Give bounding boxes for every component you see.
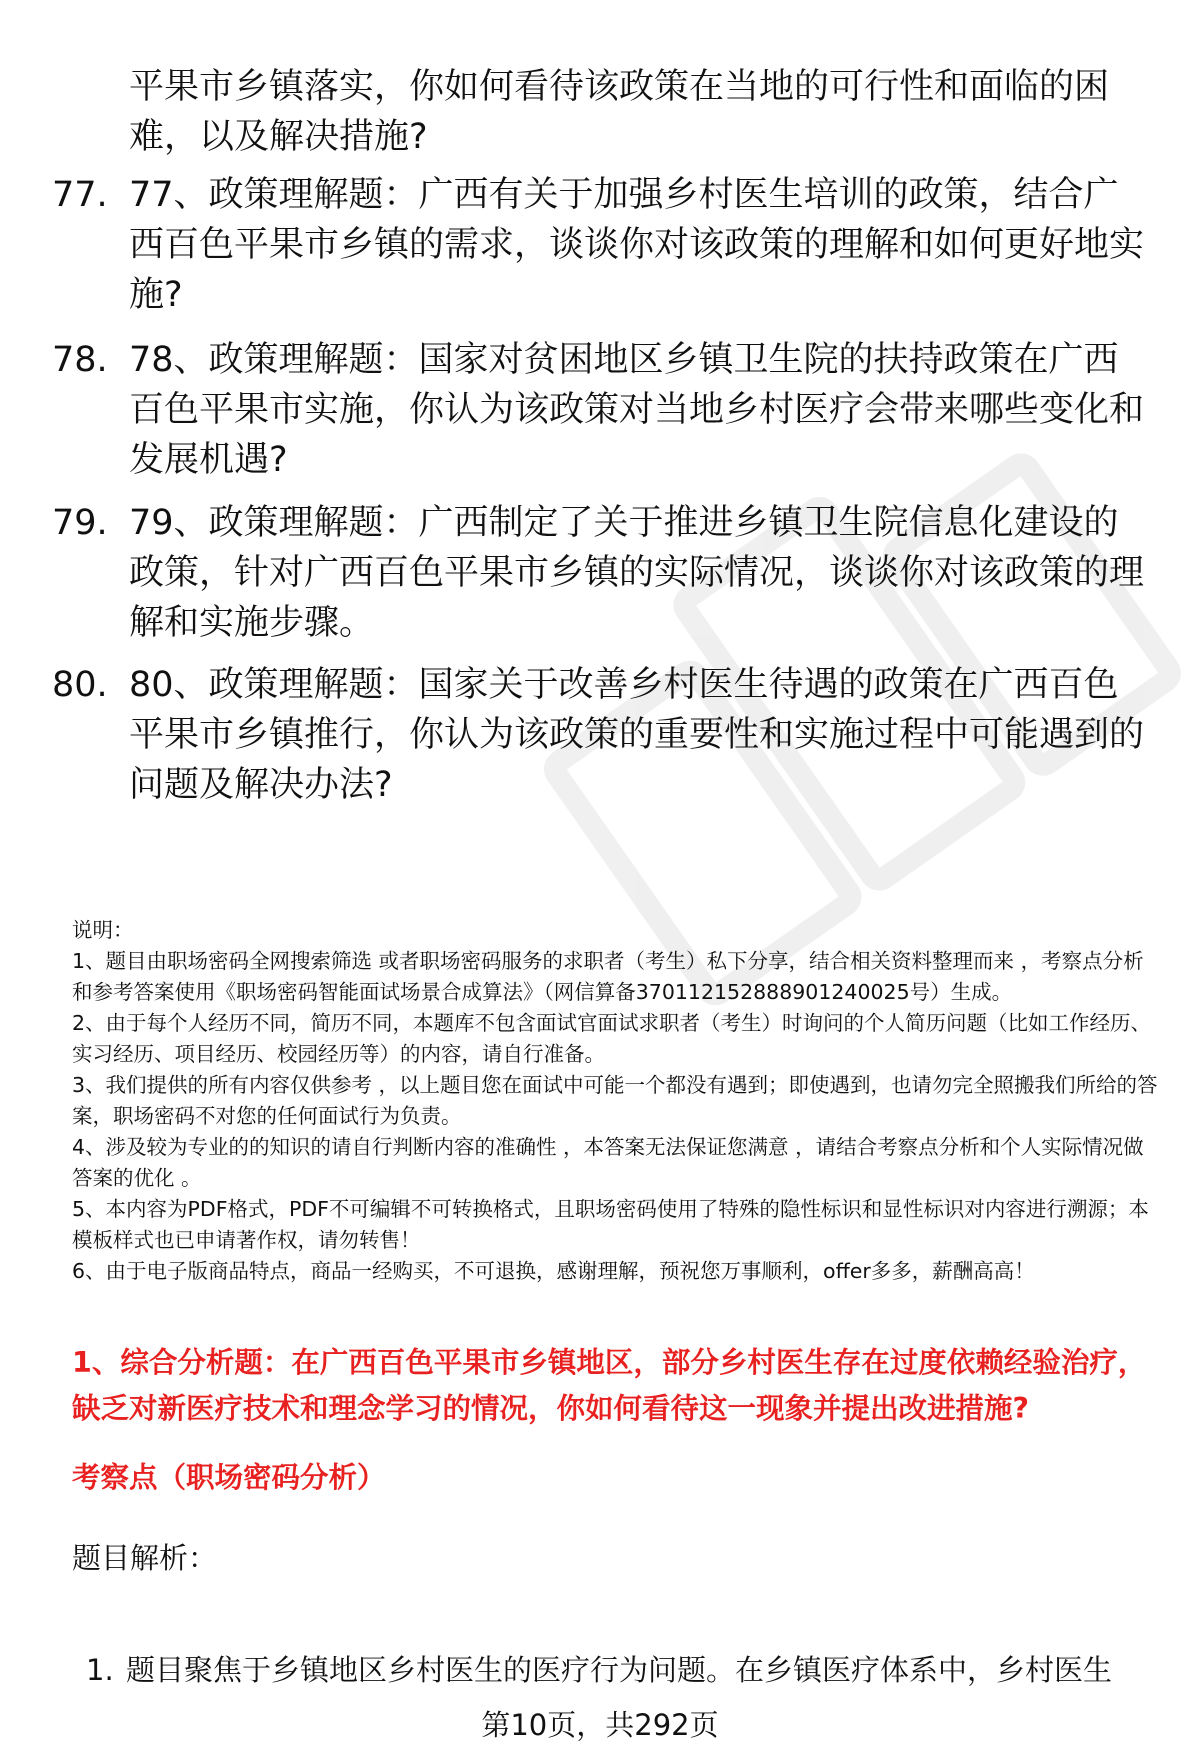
question-number: 78.	[52, 340, 108, 380]
note-item: 3、我们提供的所有内容仅供参考 ，以上题目您在面试中可能一个都没有遇到；即使遇到，也请勿完全照搬我们所给的答案，职场密码不对您的任何面试行为负责。	[72, 1073, 1158, 1128]
note-item: 1、题目由职场密码全网搜索筛选 或者职场密码服务的求职者（考生）私下分享，结合相关资料整理而来 ，考察点分析和参考答案使用《职场密码智能面试场景合成算法》（网信算备370112152888901240025号）生成。	[72, 949, 1144, 1004]
question-77	[52, 170, 1152, 320]
list-text: 题目聚焦于乡镇地区乡村医生的医疗行为问题。在乡镇医疗体系中，乡村医生	[126, 1653, 1113, 1687]
notes-heading: 说明：	[72, 918, 134, 942]
question-76-continuation: 平果市乡镇落实，你如何看待该政策在当地的可行性和面临的困难，以及解决措施?	[129, 67, 1110, 157]
note-item: 6、由于电子版商品特点，商品一经购买，不可退换，感谢理解，预祝您万事顺利，offer多多，薪酬高高！	[72, 1259, 1035, 1283]
featured-question: 1、综合分析题：在广西百色平果市乡镇地区，部分乡村医生存在过度依赖经验治疗，缺乏对新医疗技术和理念学习的情况，你如何看待这一现象并提出改进措施?	[72, 1346, 1147, 1425]
analysis-list-item	[86, 1650, 1166, 1690]
note-item: 4、涉及较为专业的的知识的请自行判断内容的准确性 ，本答案无法保证您满意 ，请结合考察点分析和个人实际情况做答案的优化 。	[72, 1135, 1144, 1190]
note-item: 2、由于每个人经历不同，简历不同，本题库不包含面试官面试求职者（考生）时询问的个人简历问题（比如工作经历、实习经历、项目经历、校园经历等）的内容，请自行准备。	[72, 1011, 1152, 1066]
exam-point-label: 考察点（职场密码分析）	[72, 1461, 386, 1494]
question-text: 80、政策理解题：国家关于改善乡村医生待遇的政策在广西百色平果市乡镇推行，你认为该政策的重要性和实施过程中可能遇到的问题及解决办法?	[129, 665, 1145, 805]
question-78	[52, 335, 1152, 485]
question-number: 79.	[52, 503, 108, 543]
question-79	[52, 498, 1152, 648]
question-text: 78、政策理解题：国家对贫困地区乡镇卫生院的扶持政策在广西百色平果市实施，你认为该政策对当地乡村医疗会带来哪些变化和发展机遇?	[129, 340, 1145, 480]
disclaimer-notes	[72, 915, 1162, 1287]
page-footer: 第10页，共292页	[481, 1708, 719, 1742]
question-80	[52, 660, 1152, 810]
question-text: 79、政策理解题：广西制定了关于推进乡镇卫生院信息化建设的政策，针对广西百色平果市乡镇的实际情况，谈谈你对该政策的理解和实施步骤。	[129, 503, 1145, 643]
analysis-heading: 题目解析：	[72, 1541, 218, 1575]
question-number: 80.	[52, 665, 108, 705]
list-number: 1.	[86, 1653, 114, 1687]
question-number: 77.	[52, 175, 108, 215]
note-item: 5、本内容为PDF格式，PDF不可编辑不可转换格式，且职场密码使用了特殊的隐性标识和显性标识对内容进行溯源；本模板样式也已申请著作权，请勿转售！	[72, 1197, 1149, 1252]
question-text: 77、政策理解题：广西有关于加强乡村医生培训的政策，结合广西百色平果市乡镇的需求，谈谈你对该政策的理解和如何更好地实施?	[129, 175, 1145, 315]
